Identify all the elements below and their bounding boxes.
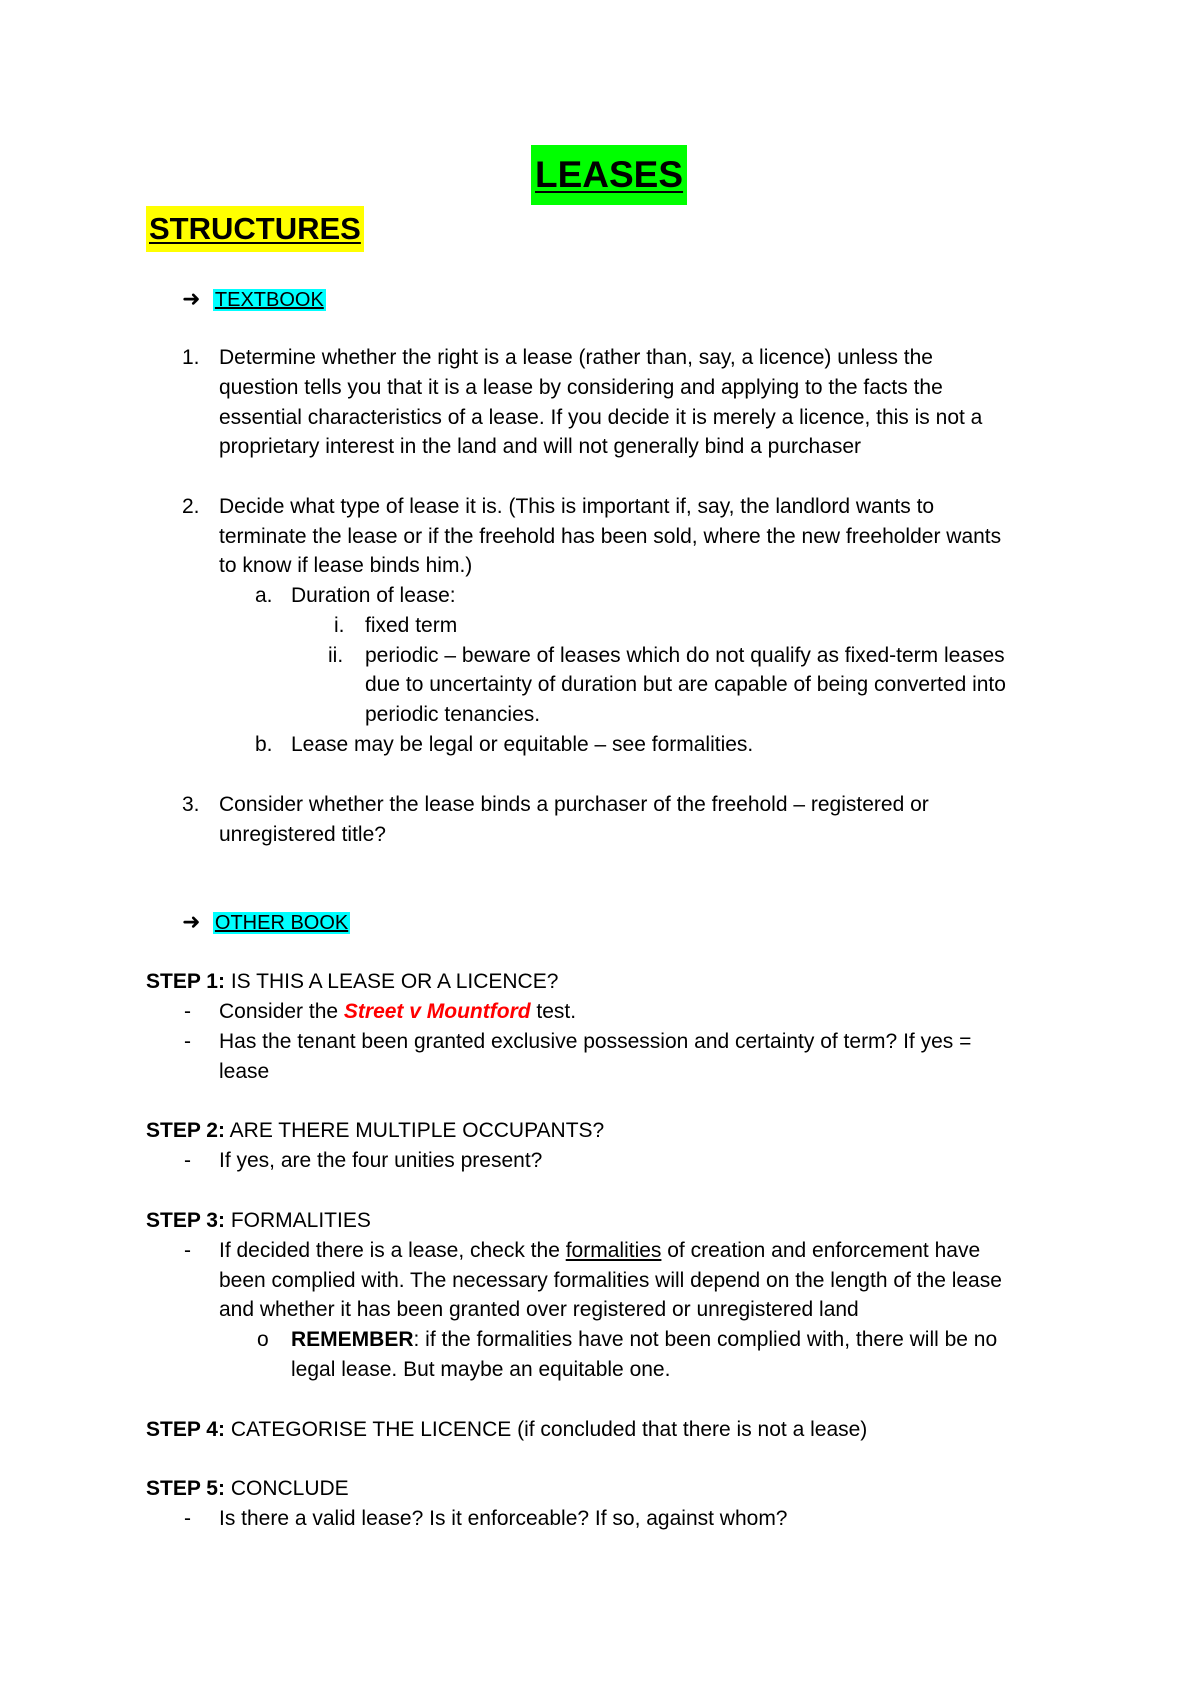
list-item-2-line: to know if lease binds him.) bbox=[219, 554, 473, 577]
sub-list-label: a. bbox=[255, 584, 273, 607]
step-title: ARE THERE MULTIPLE OCCUPANTS? bbox=[224, 1119, 605, 1142]
case-name: Street v Mountford bbox=[343, 1000, 531, 1023]
list-item-1-line: essential characteristics of a lease. If you decide it is merely a licence, this is not a bbox=[219, 406, 983, 429]
arrow-right-icon: ➜ bbox=[182, 909, 201, 934]
step-1-bullet-2-line: lease bbox=[219, 1060, 270, 1083]
step-3-heading bbox=[146, 1206, 371, 1236]
dash-bullet: - bbox=[184, 1000, 191, 1023]
list-item-1-line: proprietary interest in the land and will not generally bind a purchaser bbox=[219, 435, 862, 458]
roman-list-item-i: fixed term bbox=[365, 614, 458, 637]
step-4-heading bbox=[146, 1415, 867, 1445]
step-title: CATEGORISE THE LICENCE (if concluded that there is not a lease) bbox=[224, 1418, 868, 1441]
list-item-3-line: unregistered title? bbox=[219, 823, 386, 846]
step-5-heading bbox=[146, 1474, 349, 1504]
list-number: 1. bbox=[182, 346, 200, 369]
sub-list-label: b. bbox=[255, 733, 273, 756]
list-item-3-line: Consider whether the lease binds a purchaser of the freehold – registered or bbox=[219, 793, 929, 816]
textbook-heading-row bbox=[182, 284, 326, 315]
step-2-heading bbox=[146, 1116, 604, 1146]
sub-list-item-a: Duration of lease: bbox=[291, 584, 456, 607]
list-number: 3. bbox=[182, 793, 200, 816]
roman-list-item-ii-line: due to uncertainty of duration but are capable of being converted into bbox=[365, 673, 1006, 696]
list-item-2-line: Decide what type of lease it is. (This is important if, say, the landlord wants to bbox=[219, 495, 935, 518]
dash-bullet: - bbox=[184, 1149, 191, 1172]
sub-list-item-b: Lease may be legal or equitable – see formalities. bbox=[291, 733, 754, 756]
step-3-bullet-1-line: and whether it has been granted over registered or unregistered land bbox=[219, 1298, 859, 1321]
section-heading-structures: STRUCTURES bbox=[146, 206, 364, 252]
roman-list-label: ii. bbox=[328, 644, 344, 667]
step-label: STEP 3: bbox=[146, 1209, 225, 1232]
circle-bullet-icon: o bbox=[257, 1328, 269, 1351]
step-label: STEP 5: bbox=[146, 1477, 225, 1500]
remember-note: REMEMBER: if the formalities have not been complied with, there will be no bbox=[291, 1328, 998, 1351]
step-title: IS THIS A LEASE OR A LICENCE? bbox=[224, 970, 559, 993]
remember-label: REMEMBER bbox=[291, 1328, 414, 1351]
list-item-1-line: question tells you that it is a lease by considering and applying to the facts the bbox=[219, 376, 943, 399]
step-1-bullet-1: Consider the Street v Mountford test. bbox=[219, 1000, 577, 1023]
roman-list-item-ii-line: periodic tenancies. bbox=[365, 703, 541, 726]
step-5-bullet-1: Is there a valid lease? Is it enforceable? If so, against whom? bbox=[219, 1507, 788, 1530]
textbook-heading: TEXTBOOK bbox=[214, 289, 324, 311]
page-title: LEASES bbox=[531, 145, 687, 205]
step-title: CONCLUDE bbox=[224, 1477, 349, 1500]
step-3-bullet-1: If decided there is a lease, check the formalities of creation and enforcement have bbox=[219, 1239, 981, 1262]
dash-bullet: - bbox=[184, 1030, 191, 1053]
remember-note-line: legal lease. But maybe an equitable one. bbox=[291, 1358, 671, 1381]
arrow-right-icon: ➜ bbox=[182, 286, 201, 311]
step-title: FORMALITIES bbox=[224, 1209, 371, 1232]
list-item-2-line: terminate the lease or if the freehold has been sold, where the new freeholder wants bbox=[219, 525, 1002, 548]
other-book-heading: OTHER BOOK bbox=[214, 912, 349, 934]
list-item-1-line: Determine whether the right is a lease (rather than, say, a licence) unless the bbox=[219, 346, 933, 369]
dash-bullet: - bbox=[184, 1507, 191, 1530]
other-book-heading-row bbox=[182, 907, 350, 938]
step-1-heading bbox=[146, 967, 558, 997]
step-1-bullet-2-line: Has the tenant been granted exclusive possession and certainty of term? If yes = bbox=[219, 1030, 972, 1053]
step-3-bullet-1-line: been complied with. The necessary formalities will depend on the length of the lease bbox=[219, 1269, 1002, 1292]
step-label: STEP 4: bbox=[146, 1418, 225, 1441]
formalities-link: formalities bbox=[565, 1239, 662, 1262]
list-number: 2. bbox=[182, 495, 200, 518]
dash-bullet: - bbox=[184, 1239, 191, 1262]
step-label: STEP 2: bbox=[146, 1119, 225, 1142]
step-label: STEP 1: bbox=[146, 970, 225, 993]
roman-list-label: i. bbox=[334, 614, 345, 637]
roman-list-item-ii-line: periodic – beware of leases which do not qualify as fixed-term leases bbox=[365, 644, 1005, 667]
step-2-bullet-1: If yes, are the four unities present? bbox=[219, 1149, 543, 1172]
